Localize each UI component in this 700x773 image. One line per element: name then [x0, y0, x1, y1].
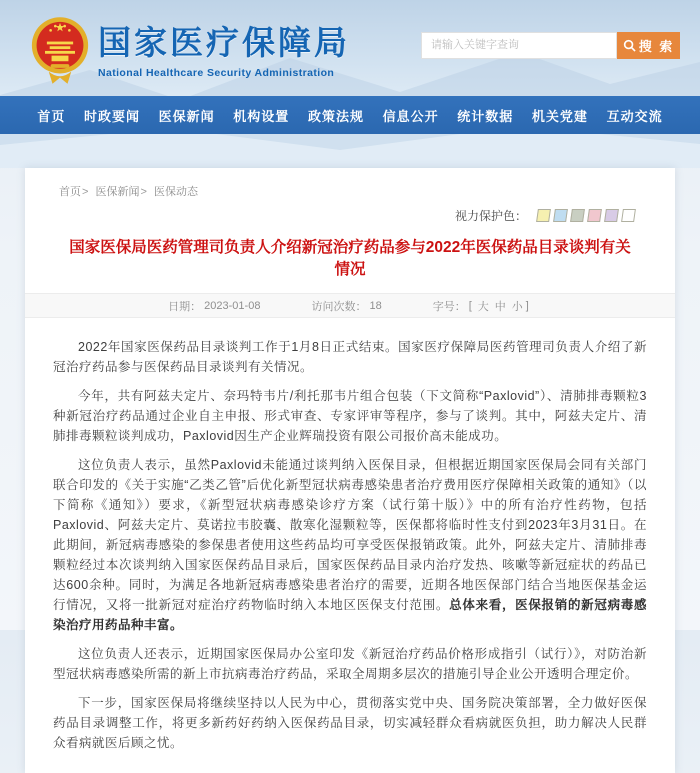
header-row [0, 0, 700, 96]
nav-item-statistics[interactable]: 统计数据 [457, 108, 514, 124]
main-nav [0, 96, 700, 134]
fontsize-medium-button[interactable]: 中 [494, 300, 506, 313]
article-title: 国家医保局医药管理司负责人介绍新冠治疗药品参与2022年医保药品目录谈判有关情况 [69, 239, 631, 278]
site-brand [98, 17, 350, 79]
paragraph-text: 2022年国家医保药品目录谈判工作于1月8日正式结束。国家医疗保障局医药管理司负责人介绍了新冠治疗药品参与医保药品目录谈判有关情况。 [53, 340, 647, 375]
content-card [25, 168, 675, 773]
search-button[interactable] [617, 32, 680, 59]
meta-visits-label: 访问次数： [311, 300, 367, 313]
article-paragraph-2 [53, 386, 647, 446]
breadcrumb-current-page: 医保动态 [154, 186, 198, 198]
article-meta-bar [25, 293, 675, 318]
nav-item-medical-insurance-news[interactable]: 医保新闻 [158, 108, 215, 124]
eye-protection-swatch-blue[interactable] [553, 209, 568, 222]
fontsize-bracket-open: [ [468, 299, 472, 312]
article-paragraph-1 [53, 337, 647, 377]
eye-protection-swatch-pink[interactable] [587, 209, 602, 222]
nav-item-interaction[interactable]: 互动交流 [606, 108, 663, 124]
paragraph-bold-text: 总体来看，医保报销的新冠病毒感染治疗用药品种丰富。 [53, 598, 647, 633]
meta-visits-value: 18 [369, 299, 382, 312]
eye-protection-swatch-yellow[interactable] [536, 209, 551, 222]
paragraph-text: 下一步，国家医保局将继续坚持以人民为中心，贯彻落实党中央、国务院决策部署，全力做好医保药品目录调整工作，将更多新药好药纳入医保药品目录，切实减轻群众看病就医负担，助力解决人民群众看病就医后顾之忧。 [53, 696, 647, 751]
eye-protection-swatch-purple[interactable] [604, 209, 619, 222]
site-title: 国家医疗保障局 [98, 24, 350, 61]
breadcrumb-separator: > [140, 186, 147, 198]
meta-date-value: 2023-01-08 [204, 299, 261, 312]
breadcrumb [25, 168, 675, 199]
site-title-english: National Healthcare Security Administration [98, 67, 335, 79]
nav-item-home[interactable]: 首页 [37, 108, 66, 124]
breadcrumb-medical-insurance-news[interactable]: 医保新闻 [95, 186, 140, 198]
article-paragraph-5 [53, 693, 647, 753]
meta-fontsize [433, 298, 532, 314]
nav-item-information-disclosure[interactable]: 信息公开 [382, 108, 439, 124]
search-button-label: 搜 索 [638, 38, 675, 54]
meta-date [168, 298, 263, 314]
breadcrumb-separator: > [82, 186, 89, 198]
eye-protection-label: 视力保护色： [454, 208, 527, 223]
article-paragraph-4 [53, 644, 647, 684]
nav-item-politics-news[interactable]: 时政要闻 [83, 108, 140, 124]
site-header [0, 0, 700, 168]
fontsize-large-button[interactable]: 大 [477, 300, 489, 313]
nav-item-organization[interactable]: 机构设置 [233, 108, 290, 124]
eye-protection-swatch-green[interactable] [570, 209, 585, 222]
article-body [25, 318, 675, 753]
paragraph-text: 这位负责人表示，虽然Paxlovid未能通过谈判纳入医保目录，但根据近期国家医保局会同有关部门联合印发的《关于实施“乙类乙管”后优化新型冠状病毒感染患者治疗费用医疗保障相关政策的通知》（以下简称《通知》）要求，《新型冠状病毒感染诊疗方案（试行第十版）》中的所有治疗性药物，包括Paxlovid、阿兹夫定片、莫诺拉韦胶囊、散寒化湿颗粒等，医保都将临时性支付到2023年3月31日。在此期间，新冠病毒感染的参保患者使用这些药品均可享受医保报销政策。此外，阿兹夫定片、清肺排毒颗粒经过本次谈判纳入国家医保药品目录后，国家医保药品目录内治疗发热、咳嗽等新冠症状的药品已达600余种。同时，为满足各地新冠病毒感染患者治疗的需要，近期各地医保部门结合当地医保基金运行情况，又将一批新冠对症治疗药物临时纳入本地区医保支付范围。 [53, 458, 647, 613]
nav-item-policies-regulations[interactable]: 政策法规 [307, 108, 364, 124]
eye-protection-swatch-white[interactable] [621, 209, 636, 222]
fontsize-small-button[interactable]: 小 [511, 300, 523, 313]
article-paragraph-3 [53, 455, 647, 635]
meta-fontsize-label: 字号： [432, 300, 466, 313]
paragraph-text: 今年，共有阿兹夫定片、奈玛特韦片/利托那韦片组合包装（下文简称“Paxlovid”）、清肺排毒颗粒3种新冠治疗药品通过企业自主申报、形式审查、专家评审等程序，参与了谈判。其中，阿兹夫定片、清肺排毒颗粒谈判成功，Paxlovid因生产企业辉瑞投资有限公司报价高未能成功。 [53, 389, 647, 444]
paragraph-text: 这位负责人还表示，近期国家医保局办公室印发《新冠治疗药品价格形成指引（试行）》，对防治新型冠状病毒感染所需的新上市抗病毒治疗药品，采取全周期多层次的措施引导企业公开透明合理定价。 [53, 647, 647, 682]
national-emblem-logo [30, 13, 90, 87]
search-area [421, 32, 680, 59]
breadcrumb-home[interactable]: 首页 [59, 186, 81, 198]
search-input[interactable] [421, 32, 617, 59]
nav-item-party-building[interactable]: 机关党建 [531, 108, 588, 124]
meta-date-label: 日期： [168, 300, 202, 313]
meta-visits [311, 298, 384, 314]
search-icon [623, 39, 636, 52]
eye-protection-row [25, 199, 675, 221]
fontsize-bracket-close: ] [525, 299, 529, 312]
